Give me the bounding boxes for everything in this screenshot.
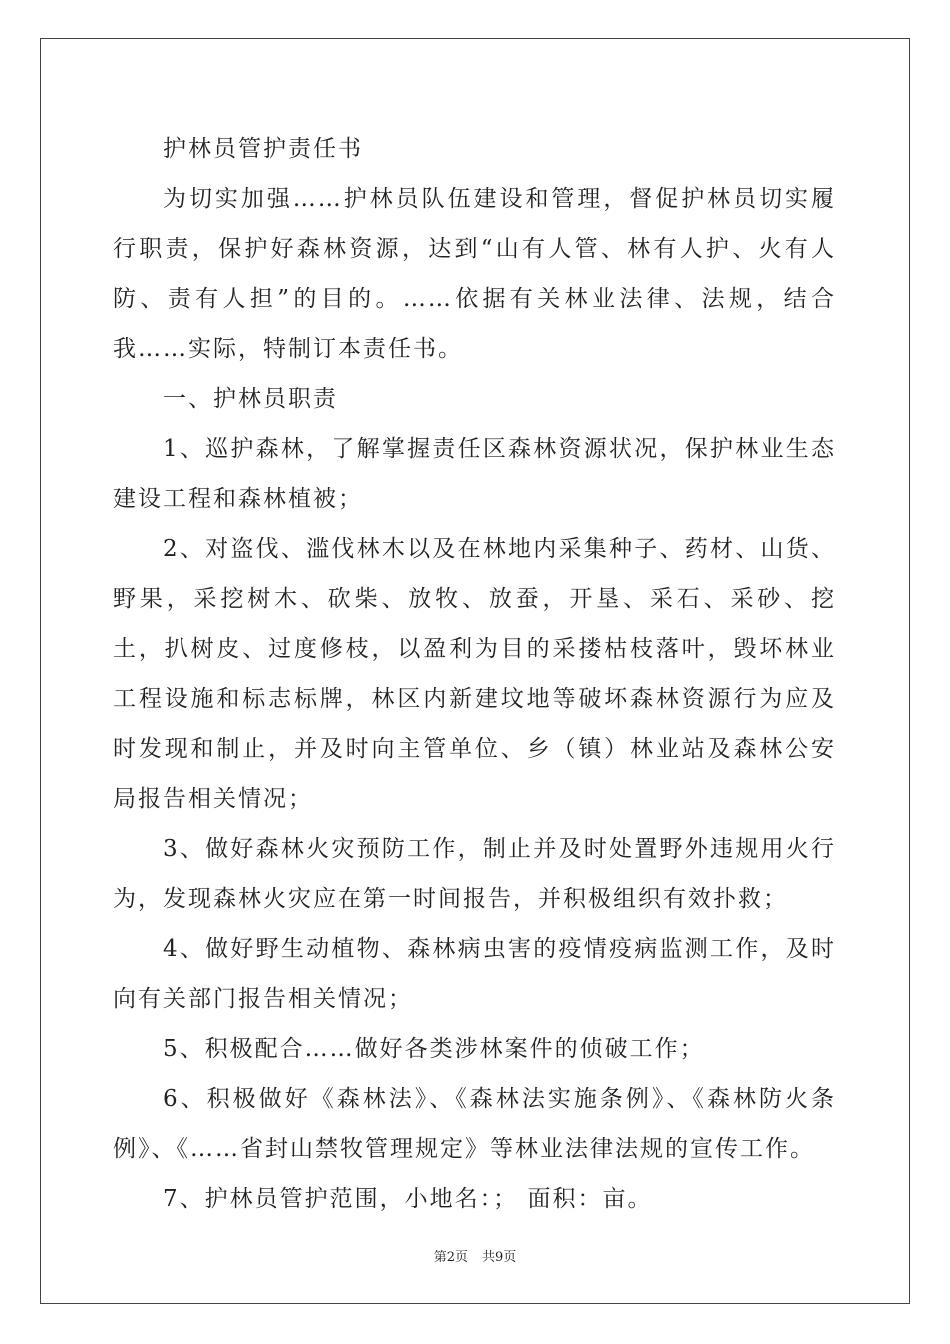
duty-item-7: 7、护林员管护范围，小地名：； 面积：亩。 xyxy=(163,1186,653,1212)
document-title: 护林员管护责任书 xyxy=(163,136,363,162)
duty-item-3: 3、做好森林火灾预防工作，制止并及时处置野外违规用火行为，发现森林火灾应在第一时间报告，并积极组织有效扑救； xyxy=(113,836,836,912)
document-body xyxy=(113,124,836,1224)
page-footer xyxy=(0,1246,950,1265)
duty-item-5: 5、积极配合……做好各类涉林案件的侦破工作； xyxy=(163,1036,705,1062)
page-total: 共9页 xyxy=(482,1250,517,1265)
section-heading: 一、护林员职责 xyxy=(163,386,338,412)
duty-item-1: 1、巡护森林，了解掌握责任区森林资源状况，保护林业生态建设工程和森林植被； xyxy=(113,436,836,512)
duty-item-2: 2、对盗伐、滥伐林木以及在林地内采集种子、药材、山货、野果，采挖树木、砍柴、放牧、放蚕，开垦、采石、采砂、挖土，扒树皮、过度修枝，以盈利为目的采搂枯枝落叶，毁坏林业工程设施和标志标牌，林区内新建坟地等破坏森林资源行为应及时发现和制止，并及时向主管单位、乡（镇）林业站及森林公安局报告相关情况； xyxy=(113,536,836,812)
intro-paragraph: 为切实加强……护林员队伍建设和管理，督促护林员切实履行职责，保护好森林资源，达到“山有人管、林有人护、火有人防、责有人担”的目的。……依据有关林业法律、法规，结合我……实际，特制订本责任书。 xyxy=(113,186,836,362)
duty-item-6: 6、积极做好《森林法》、《森林法实施条例》、《森林防火条例》、《……省封山禁牧管理规定》等林业法律法规的宣传工作。 xyxy=(113,1086,836,1162)
duty-item-4: 4、做好野生动植物、森林病虫害的疫情疫病监测工作，及时向有关部门报告相关情况； xyxy=(113,936,836,1012)
page-number: 第2页 xyxy=(433,1250,468,1265)
